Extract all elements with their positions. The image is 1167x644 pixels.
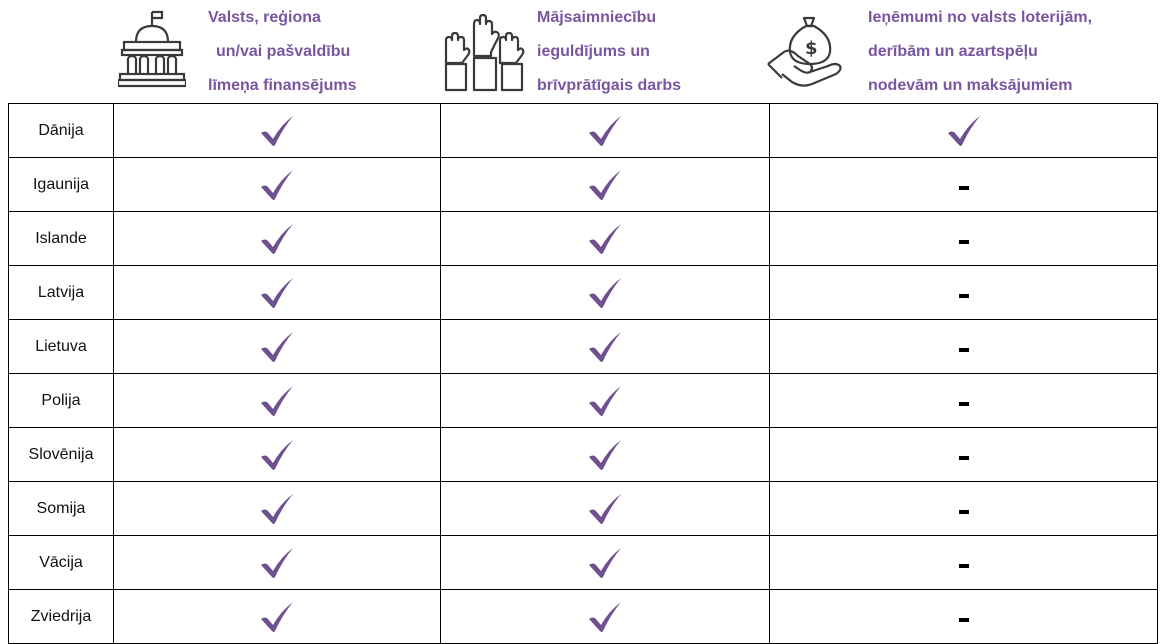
value-cell	[770, 104, 1158, 158]
checkmark-icon	[587, 493, 623, 525]
table-row	[9, 266, 1158, 320]
checkmark-icon	[587, 277, 623, 309]
value-cell	[114, 320, 441, 374]
value-cell	[770, 428, 1158, 482]
checkmark-icon	[259, 385, 295, 417]
table-row	[9, 158, 1158, 212]
table-row	[9, 212, 1158, 266]
value-cell	[114, 536, 441, 590]
value-cell	[441, 374, 770, 428]
checkmark-icon	[587, 169, 623, 201]
dash-mark	[959, 348, 969, 352]
dash-mark	[959, 240, 969, 244]
value-cell	[114, 428, 441, 482]
value-cell	[441, 212, 770, 266]
value-cell	[114, 104, 441, 158]
value-cell	[441, 482, 770, 536]
checkmark-icon	[587, 439, 623, 471]
value-cell	[770, 212, 1158, 266]
value-cell	[441, 428, 770, 482]
value-cell	[441, 590, 770, 644]
country-cell: Vācija	[9, 536, 114, 590]
table-row	[9, 536, 1158, 590]
header-2-line-1: Mājsaimniecību	[537, 9, 657, 26]
checkmark-icon	[946, 115, 982, 147]
dash-mark	[959, 456, 969, 460]
country-cell: Latvija	[9, 266, 114, 320]
country-cell: Islande	[9, 212, 114, 266]
country-cell: Dānija	[9, 104, 114, 158]
value-cell	[114, 266, 441, 320]
checkmark-icon	[259, 601, 295, 633]
checkmark-icon	[587, 385, 623, 417]
value-cell	[441, 266, 770, 320]
dash-mark	[959, 186, 969, 190]
value-cell	[114, 374, 441, 428]
header-3-line-3: nodevām un maksājumiem	[868, 77, 1073, 94]
funding-table	[8, 103, 1158, 644]
value-cell	[114, 212, 441, 266]
checkmark-icon	[587, 115, 623, 147]
value-cell	[441, 158, 770, 212]
value-cell	[114, 158, 441, 212]
table-row	[9, 590, 1158, 644]
checkmark-icon	[259, 277, 295, 309]
checkmark-icon	[587, 601, 623, 633]
checkmark-icon	[259, 439, 295, 471]
table-body	[9, 104, 1158, 644]
header-texts	[0, 0, 1167, 102]
checkmark-icon	[587, 223, 623, 255]
value-cell	[770, 266, 1158, 320]
header-1-line-2: un/vai pašvaldību	[216, 43, 351, 60]
dash-mark	[959, 294, 969, 298]
table-row	[9, 320, 1158, 374]
value-cell	[770, 320, 1158, 374]
country-cell: Polija	[9, 374, 114, 428]
value-cell	[441, 104, 770, 158]
raised-hands-icon	[440, 14, 526, 99]
header-2-line-2: ieguldījums un	[537, 43, 650, 60]
value-cell	[770, 158, 1158, 212]
table-row	[9, 428, 1158, 482]
header-3-line-1: Ieņēmumi no valsts loterijām,	[868, 9, 1093, 26]
value-cell	[114, 482, 441, 536]
checkmark-icon	[259, 115, 295, 147]
value-cell	[770, 374, 1158, 428]
money-bag-hand-icon	[766, 12, 850, 93]
value-cell	[441, 320, 770, 374]
country-cell: Zviedrija	[9, 590, 114, 644]
checkmark-icon	[587, 331, 623, 363]
dash-mark	[959, 402, 969, 406]
header-1-line-3: līmeņa finansējums	[208, 77, 357, 94]
checkmark-icon	[587, 547, 623, 579]
country-cell: Somija	[9, 482, 114, 536]
checkmark-icon	[259, 547, 295, 579]
svg-text:$: $	[805, 38, 818, 59]
value-cell	[770, 536, 1158, 590]
value-cell	[114, 590, 441, 644]
country-cell: Lietuva	[9, 320, 114, 374]
value-cell	[770, 590, 1158, 644]
value-cell	[441, 536, 770, 590]
checkmark-icon	[259, 223, 295, 255]
checkmark-icon	[259, 169, 295, 201]
dash-mark	[959, 564, 969, 568]
country-cell: Igaunija	[9, 158, 114, 212]
country-cell: Slovēnija	[9, 428, 114, 482]
table-row	[9, 104, 1158, 158]
header-1-line-1: Valsts, reģiona	[208, 9, 321, 26]
header-3-line-2: derībām un azartspēļu	[868, 43, 1038, 60]
checkmark-icon	[259, 493, 295, 525]
table-row	[9, 482, 1158, 536]
dash-mark	[959, 618, 969, 622]
value-cell	[770, 482, 1158, 536]
dash-mark	[959, 510, 969, 514]
checkmark-icon	[259, 331, 295, 363]
table-row	[9, 374, 1158, 428]
header-2-line-3: brīvprātīgais darbs	[537, 77, 682, 94]
